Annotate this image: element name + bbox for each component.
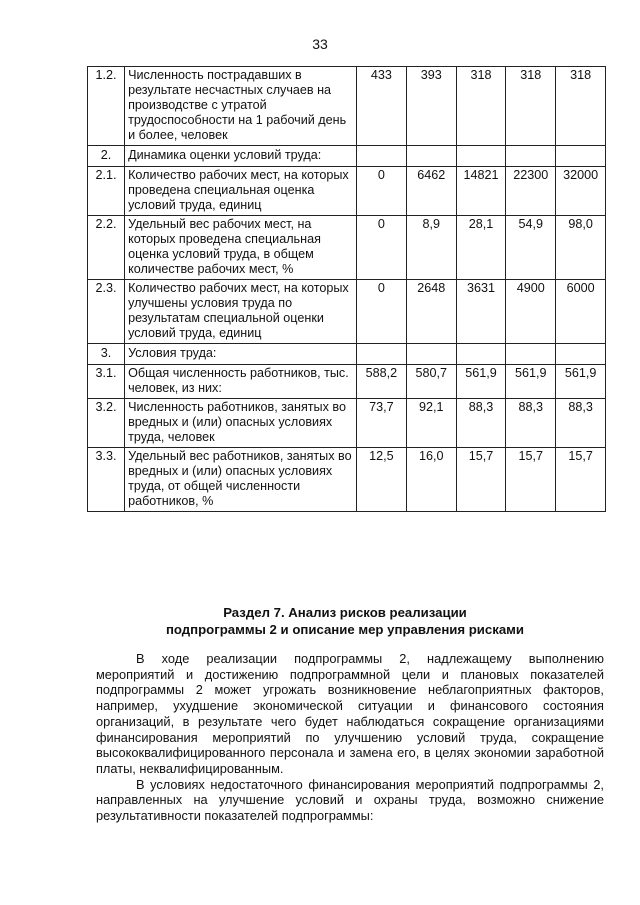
paragraph: В ходе реализации подпрограммы 2, надлежащему выполнению мероприятий и достижению подпрограммной цели и плановых показателей подпрограммы 2 может угрожать возникновение неблагоприятных факторов, например, ухудшение экономической ситуации и финансового состояния организаций, в результате чего будет наблюдаться сокращение организациями финансирования мероприятий по улучшению условий труда, сокращение высококвалифицированного персонала и замена его, в целях экономии заработной платы, неквалифицированным. — [96, 651, 604, 776]
row-number: 2. — [88, 146, 125, 167]
table-row — [88, 365, 606, 399]
section-body — [96, 651, 604, 824]
value-cell — [506, 146, 556, 167]
value-cell: 3631 — [456, 280, 506, 344]
value-cell: 8,9 — [406, 216, 456, 280]
value-cell: 73,7 — [357, 399, 407, 448]
section-title-line-2: подпрограммы 2 и описание мер управления рисками — [165, 622, 525, 637]
value-cell: 580,7 — [406, 365, 456, 399]
page-number: 33 — [312, 36, 328, 52]
table-row — [88, 146, 606, 167]
value-cell: 588,2 — [357, 365, 407, 399]
value-cell: 393 — [406, 67, 456, 146]
row-name: Условия труда: — [125, 344, 357, 365]
table-row — [88, 216, 606, 280]
row-name: Численность работников, занятых во вредных и (или) опасных условиях труда, человек — [125, 399, 357, 448]
table-row — [88, 280, 606, 344]
value-cell — [556, 146, 606, 167]
row-number: 3. — [88, 344, 125, 365]
table-row — [88, 67, 606, 146]
row-name: Численность пострадавших в результате несчастных случаев на производстве с утратой трудоспособности на 1 рабочий день и более, человек — [125, 67, 357, 146]
value-cell — [406, 146, 456, 167]
value-cell: 6000 — [556, 280, 606, 344]
table-row — [88, 399, 606, 448]
value-cell: 54,9 — [506, 216, 556, 280]
value-cell: 4900 — [506, 280, 556, 344]
row-number: 3.3. — [88, 448, 125, 512]
value-cell: 32000 — [556, 167, 606, 216]
value-cell: 2648 — [406, 280, 456, 344]
row-number: 2.2. — [88, 216, 125, 280]
row-number: 3.1. — [88, 365, 125, 399]
value-cell — [406, 344, 456, 365]
value-cell: 14821 — [456, 167, 506, 216]
row-name: Количество рабочих мест, на которых проведена специальная оценка условий труда, единиц — [125, 167, 357, 216]
value-cell: 0 — [357, 280, 407, 344]
row-name: Динамика оценки условий труда: — [125, 146, 357, 167]
value-cell: 318 — [456, 67, 506, 146]
value-cell: 22300 — [506, 167, 556, 216]
row-number: 2.3. — [88, 280, 125, 344]
table-row — [88, 167, 606, 216]
value-cell: 15,7 — [456, 448, 506, 512]
value-cell: 92,1 — [406, 399, 456, 448]
value-cell — [456, 146, 506, 167]
value-cell: 6462 — [406, 167, 456, 216]
value-cell: 12,5 — [357, 448, 407, 512]
value-cell: 88,3 — [556, 399, 606, 448]
section-title — [100, 604, 590, 638]
value-cell: 88,3 — [456, 399, 506, 448]
value-cell: 98,0 — [556, 216, 606, 280]
value-cell: 15,7 — [556, 448, 606, 512]
value-cell: 561,9 — [556, 365, 606, 399]
value-cell: 16,0 — [406, 448, 456, 512]
value-cell — [456, 344, 506, 365]
value-cell: 0 — [357, 167, 407, 216]
value-cell: 0 — [357, 216, 407, 280]
value-cell: 15,7 — [506, 448, 556, 512]
value-cell — [556, 344, 606, 365]
indicators-table — [87, 66, 606, 512]
paragraph: В условиях недостаточного финансирования мероприятий подпрограммы 2, направленных на улучшение условий и охраны труда, возможно снижение результативности показателей подпрограммы: — [96, 776, 604, 824]
row-name: Удельный вес работников, занятых во вредных и (или) опасных условиях труда, от общей численности работников, % — [125, 448, 357, 512]
value-cell — [357, 344, 407, 365]
value-cell: 318 — [506, 67, 556, 146]
table-row — [88, 448, 606, 512]
value-cell: 561,9 — [506, 365, 556, 399]
value-cell — [357, 146, 407, 167]
row-number: 1.2. — [88, 67, 125, 146]
value-cell: 433 — [357, 67, 407, 146]
value-cell: 561,9 — [456, 365, 506, 399]
value-cell — [506, 344, 556, 365]
section-title-line-1: Раздел 7. Анализ рисков реализации — [223, 605, 467, 620]
value-cell: 318 — [556, 67, 606, 146]
row-number: 2.1. — [88, 167, 125, 216]
table-row — [88, 344, 606, 365]
row-number: 3.2. — [88, 399, 125, 448]
value-cell: 88,3 — [506, 399, 556, 448]
row-name: Количество рабочих мест, на которых улучшены условия труда по результатам специальной оценки условий труда, единиц — [125, 280, 357, 344]
row-name: Общая численность работников, тыс. человек, из них: — [125, 365, 357, 399]
value-cell: 28,1 — [456, 216, 506, 280]
row-name: Удельный вес рабочих мест, на которых проведена специальная оценка условий труда, в общем количестве рабочих мест, % — [125, 216, 357, 280]
